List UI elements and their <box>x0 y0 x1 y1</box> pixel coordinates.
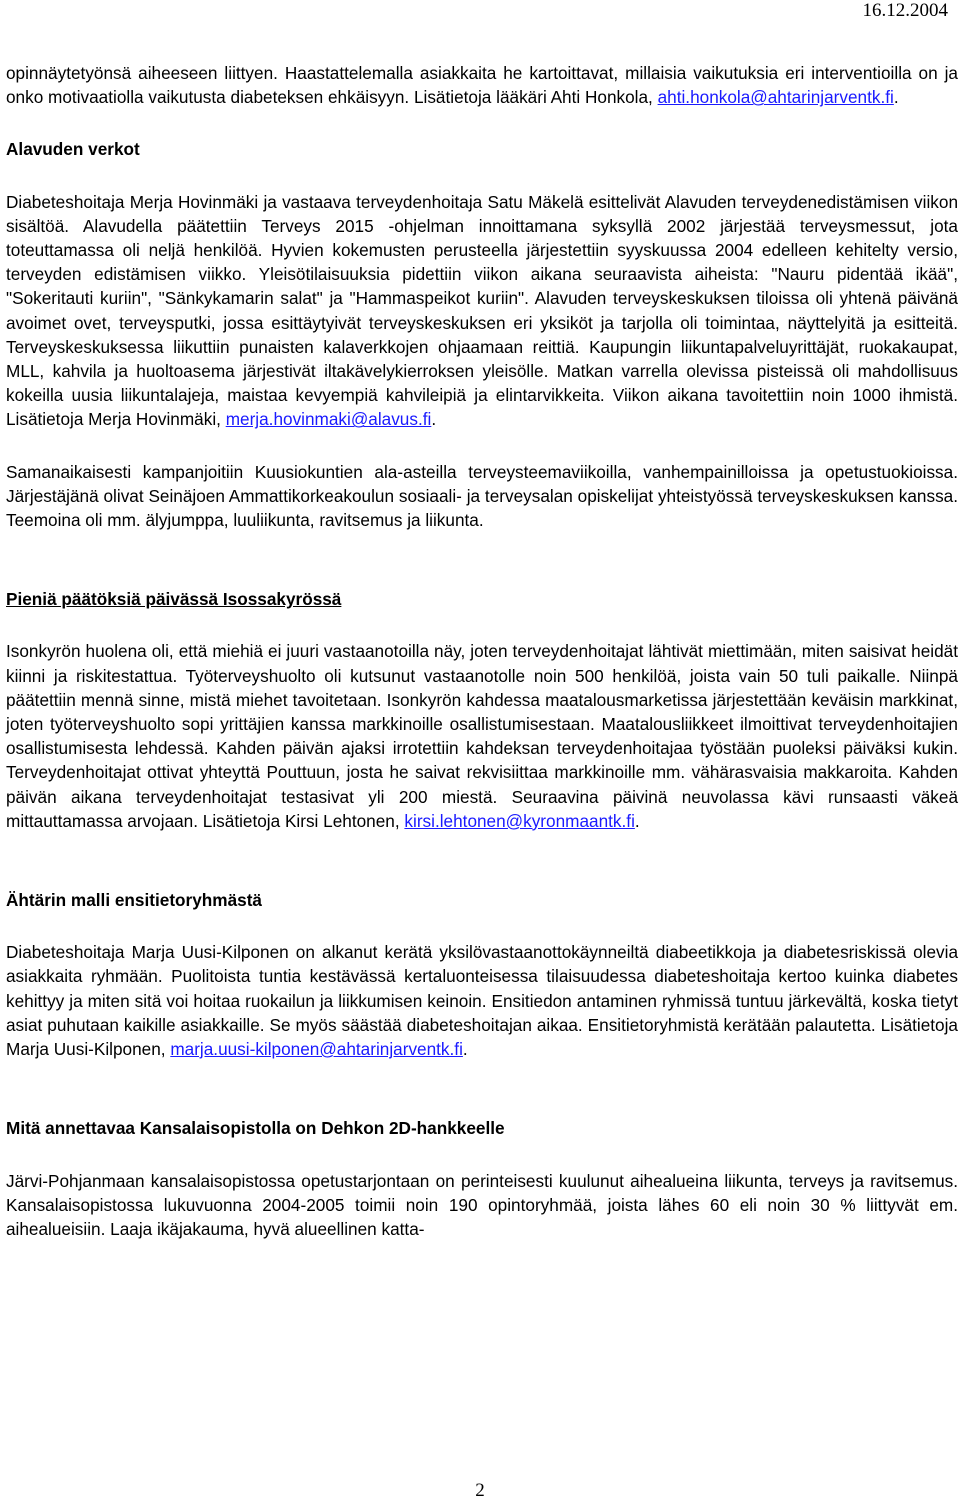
alavus-text: Diabeteshoitaja Merja Hovinmäki ja vastaava terveydenhoitaja Satu Mäkelä esittelivät Alavuden terveydenedistämisen viikon sisältöä. Alavudella päätettiin Terveys 2015 -ohjelman innoittamana syksyllä 2002 järjestää terveysmessut, jota toteuttamassa oli neljä henkilöä. Hyvien kokemusten perusteella järjestettiin syyskuussa 2004 edelleen kehitelty versio, terveyden edistämisen viikko. Yleisötilaisuuksia pidettiin viikon aikana seuraavista aiheista: "Nauru pidentää ikää", "Sokeritauti kuriin", "Sänkykamarin salat" ja "Hammaspeikot kuriin". Alavuden terveyskeskuksen tiloissa oli yhtenä päivänä avoimet ovet, terveysputki, jossa esittäytyivät terveyskeskuksen eri yksiköt ja tarjolla oli toimintaa, näyttelyitä ja esitteitä. Terveyskeskuksessa liikuttiin punaisten kalaverkkojen ohjaamaan reittiä. Kaupungin liikuntapalveluyrittäjät, ruokakaupat, MLL, kahvila ja huoltoasema järjestivät iltakävelykierroksen yleisölle. Matkan varrella olevissa pisteissä oli mahdollisuus kokeilla uusia liikuntalajeja, maistaa kevyempiä kahvileipiä ja elintarvikkeita. Viikon aikana tavoitettiin noin 1000 ihmistä. Lisätietoja Merja Hovinmäki, <box>6 191 958 430</box>
ahtari-end: . <box>462 1039 468 1060</box>
intro-email-link[interactable]: ahti.honkola@ahtarinjarventk.fi <box>657 87 894 108</box>
spacer <box>6 611 958 639</box>
ahtari-paragraph <box>6 940 958 1061</box>
intro-paragraph <box>6 61 958 109</box>
alavus-paragraph-1 <box>6 190 958 432</box>
document-body <box>6 61 958 1241</box>
intro-end: . <box>893 87 899 108</box>
spacer <box>6 162 958 190</box>
section-heading-alavus: Alavuden verkot <box>6 139 140 160</box>
spacer <box>6 1061 958 1116</box>
section-heading-ahtari: Ähtärin malli ensitietoryhmästä <box>6 890 262 911</box>
spacer <box>6 109 958 137</box>
ahtari-text: Diabeteshoitaja Marja Uusi-Kilponen on alkanut kerätä yksilövastaanottokäynneiltä diabeetikkoja ja diabetesriskissä olevia asiakkaita ryhmään. Puolitoista tuntia kestävässä kertaluonteisessa tilaisuudessa diabeteshoitaja kertoo kuinka diabetes kehittyy ja miten sitä voi hoitaa ruokailun ja liikkumisen keinoin. Ensitiedon antaminen ryhmissä tuntuu järkevältä, koska tietyt asiat puhutaan kaikille asiakkaille. Se myös säästää diabeteshoitajan aikaa. Ensitietoryhmistä kerätään palautetta. Lisätietoja Marja Uusi-Kilponen, <box>6 942 958 1060</box>
page-number: 2 <box>475 1480 485 1501</box>
kansalaisopisto-paragraph: Järvi-Pohjanmaan kansalaisopistossa opetustarjontaan on perinteisesti kuulunut aihealueina liikunta, terveys ja ravitsemus. Kansalaisopistossa lukuvuonna 2004-2005 toimii noin 190 opintoryhmää, joista lähes 60 eli noin 30 % liittyvät em. aihealueisiin. Laaja ikäjakauma, hyvä alueellinen katta- <box>6 1170 958 1239</box>
spacer <box>6 532 958 587</box>
spacer <box>6 432 958 460</box>
alavus-end: . <box>431 409 437 430</box>
spacer <box>6 912 958 940</box>
spacer <box>6 833 958 888</box>
section-heading-kansalaisopisto: Mitä annettavaa Kansalaisopistolla on Dehkon 2D-hankkeelle <box>6 1118 505 1139</box>
isokyro-end: . <box>634 810 640 831</box>
isokyro-email-link[interactable]: kirsi.lehtonen@kyronmaantk.fi <box>404 810 635 831</box>
isokyro-text: Isonkyrön huolena oli, että miehiä ei juuri vastaanotoilla näy, joten terveydenhoitajat lähtivät miettimään, miten saisivat heidät kiinni ja riskitestattua. Työterveyshuolto oli kutsunut vastaanotolle noin 500 henkilöä, joista vain 50 tuli paikalle. Niinpä päätettiin mennä sinne, mistä miehet tavoitetaan. Isonkyrön kahdessa maatalousmarketissa järjestettään keväisin markkinat, joten työterveyshuolto sopi yrittäjien kanssa markkinoille osallistumisestaan. Maatalousliikkeet ilmoittivat terveydenhoitajien osallistumisesta lehdessä. Kahden päivän ajaksi irrotettiin kahdeksan terveydenhoitajaa työstään puoleksi päiväksi kukin. Terveydenhoitajat ottivat yhteyttä Pouttuun, josta he saivat rekvisiittaa markkinoille mm. vähärasvaisia makkaroita. Kahden päivän aikana terveydenhoitajat testasivat yli 200 miestä. Seuraavina päivinä neuvolassa kävi runsaasti väkeä mittauttamassa arvojaan. Lisätietoja Kirsi Lehtonen, <box>6 641 958 831</box>
alavus-paragraph-2: Samanaikaisesti kampanjoitiin Kuusiokuntien ala-asteilla terveysteemaviikoilla, vanhempainilloissa ja opetustuokioissa. Järjestäjänä olivat Seinäjoen Ammattikorkeakoulun sosiaali- ja terveysalan opiskelijat yhteistyössä terveyskeskuksen kanssa. Teemoina oli mm. älyjumppa, luuliikunta, ravitsemus ja liikunta. <box>6 461 958 531</box>
header-date: 16.12.2004 <box>862 0 948 21</box>
alavus-email-link[interactable]: merja.hovinmaki@alavus.fi <box>225 409 432 430</box>
isokyro-paragraph <box>6 639 958 833</box>
intro-text: opinnäytetyönsä aiheeseen liittyen. Haastattelemalla asiakkaita he kartoittavat, millaisia vaikutuksia eri interventioilla on ja onko motivaatiolla vaikutusta diabeteksen ehkäisyyn. Lisätietoja lääkäri Ahti Honkola, <box>6 63 958 108</box>
spacer <box>6 1141 958 1169</box>
section-heading-isokyro: Pieniä päätöksiä päivässä Isossakyrössä <box>6 589 342 610</box>
ahtari-email-link[interactable]: marja.uusi-kilponen@ahtarinjarventk.fi <box>170 1039 463 1060</box>
